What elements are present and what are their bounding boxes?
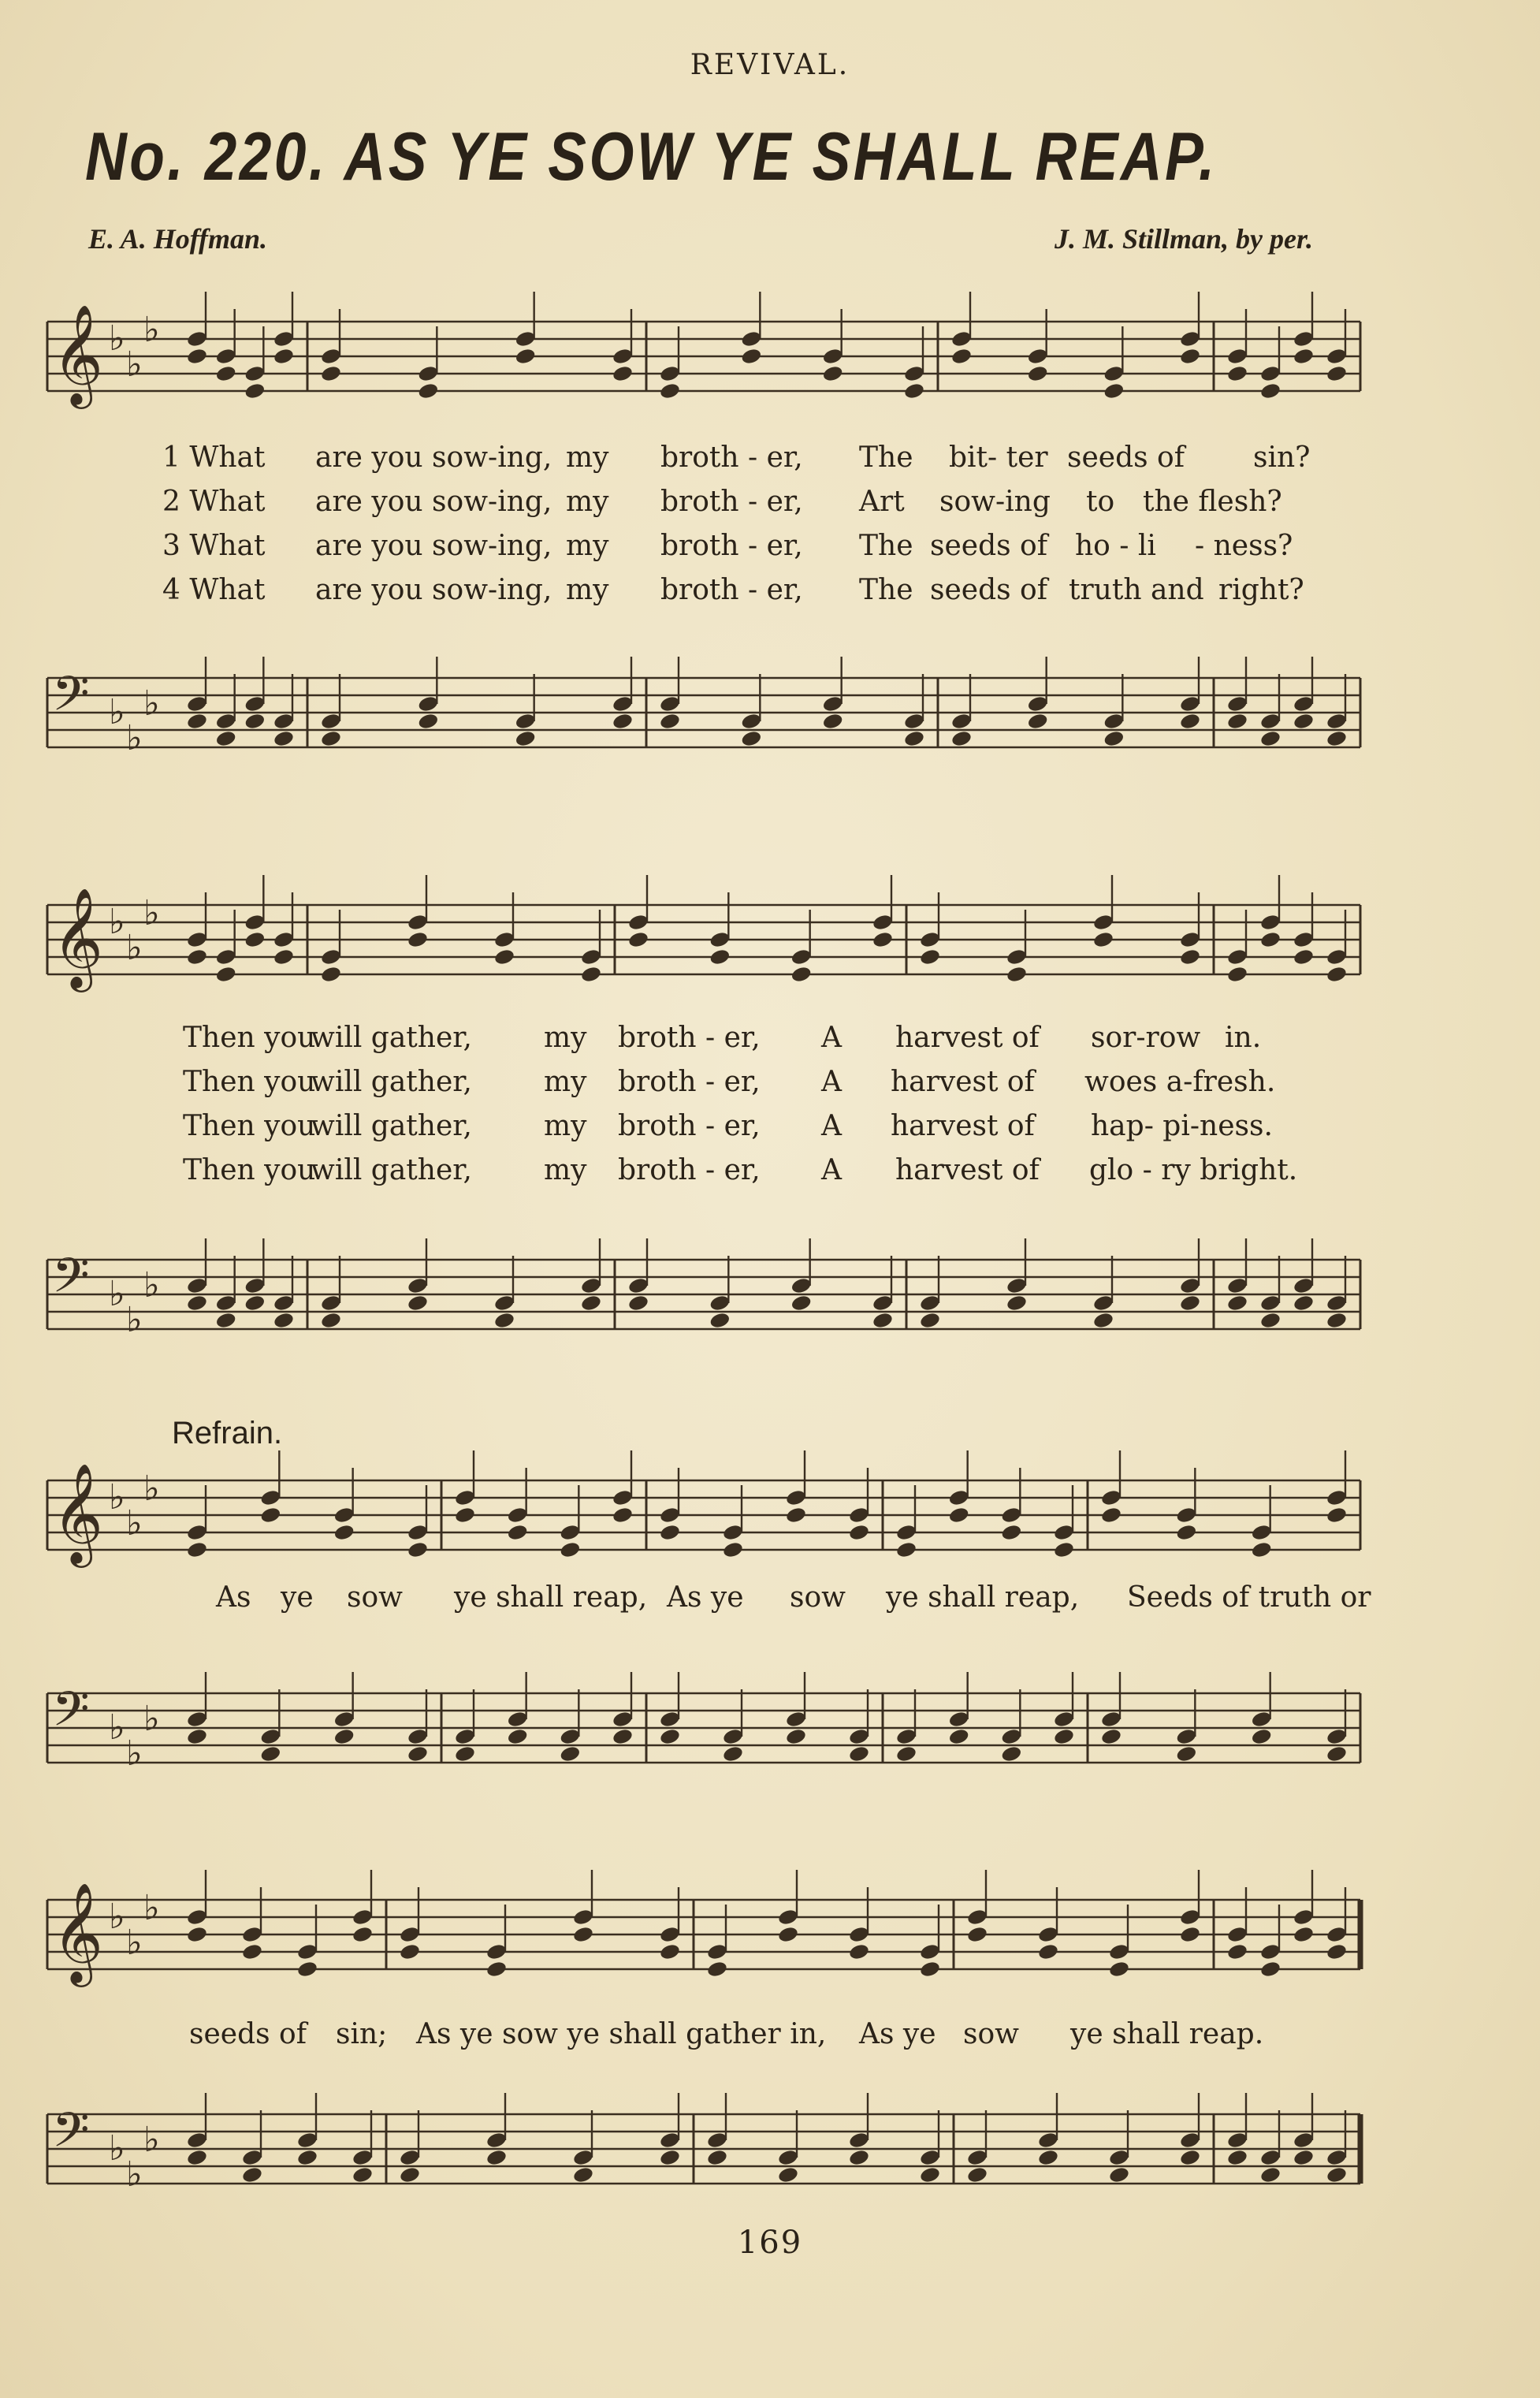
- notehead: [848, 2148, 870, 2166]
- flat-sign-icon: ♭: [126, 928, 143, 968]
- notehead: [659, 1942, 681, 1960]
- lyric-word: sow: [963, 2018, 1019, 2050]
- notehead: [507, 1523, 529, 1541]
- lyric-word: truth and: [1069, 574, 1204, 606]
- notehead: [1053, 1540, 1075, 1558]
- notehead: [244, 930, 266, 948]
- notehead: [948, 1727, 970, 1745]
- notehead: [186, 1925, 208, 1943]
- notehead: [1179, 1294, 1201, 1312]
- lyric-word: are you sow-ing,: [315, 574, 552, 606]
- notehead: [777, 2165, 799, 2184]
- lyric-word: broth - er,: [618, 1066, 761, 1098]
- notehead: [493, 948, 515, 966]
- lyric-word: Seeds of truth or: [1127, 1581, 1371, 1614]
- notehead: [1179, 712, 1201, 730]
- notehead: [790, 965, 813, 983]
- notehead: [966, 1925, 988, 1943]
- notehead: [1006, 1294, 1028, 1312]
- notehead: [1326, 729, 1348, 747]
- notehead: [1259, 729, 1281, 747]
- notehead: [1179, 948, 1201, 966]
- notehead: [454, 1745, 476, 1763]
- notehead: [407, 930, 429, 948]
- lyric-word: the flesh?: [1143, 486, 1282, 518]
- notehead: [572, 2165, 594, 2184]
- notehead: [215, 729, 237, 747]
- notehead: [1226, 712, 1248, 730]
- notehead: [399, 2165, 421, 2184]
- flat-sign-icon: ♭: [109, 1274, 125, 1314]
- notehead: [186, 1540, 208, 1558]
- notehead: [454, 1506, 476, 1524]
- notehead: [919, 1311, 941, 1329]
- notehead: [848, 1523, 870, 1541]
- treble-staff-system-4: [47, 1884, 1363, 1987]
- lyric-word: broth - er,: [618, 1110, 761, 1142]
- lyric-word: As ye: [859, 2018, 936, 2050]
- notehead: [1251, 1727, 1273, 1745]
- notehead: [1326, 1311, 1348, 1329]
- notehead: [1326, 364, 1348, 382]
- bass-staff-system-3: [47, 1677, 1363, 1780]
- notehead: [872, 930, 894, 948]
- notehead: [872, 1311, 894, 1329]
- notehead: [612, 712, 634, 730]
- lyric-word: sin?: [1253, 441, 1311, 474]
- notehead: [848, 1745, 870, 1763]
- notehead: [1293, 1294, 1315, 1312]
- notehead: [659, 382, 681, 400]
- notehead: [1293, 2148, 1315, 2166]
- notehead: [1006, 965, 1028, 983]
- lyric-word: Then you: [183, 1154, 316, 1186]
- lyric-word: 3 What: [162, 530, 266, 562]
- flat-sign-icon: ♭: [109, 2128, 125, 2169]
- treble-clef-icon: 𝄞: [52, 887, 104, 989]
- lyric-word: broth - er,: [618, 1154, 761, 1186]
- lyric-word: will gather,: [311, 1154, 472, 1186]
- notehead: [612, 1506, 634, 1524]
- lyric-word: bit- ter: [949, 441, 1048, 474]
- notehead: [627, 930, 649, 948]
- notehead: [244, 1294, 266, 1312]
- lyric-word: A: [821, 1022, 842, 1054]
- notehead: [1226, 965, 1248, 983]
- notehead: [333, 1727, 355, 1745]
- lyric-word: my: [544, 1066, 587, 1098]
- notehead: [186, 347, 208, 365]
- lyric-word: hap- pi-ness.: [1091, 1110, 1273, 1142]
- flat-sign-icon: ♭: [109, 902, 125, 942]
- notehead: [572, 1925, 594, 1943]
- notehead: [895, 1540, 917, 1558]
- notehead: [215, 364, 237, 382]
- notehead: [1226, 364, 1248, 382]
- notehead: [407, 1540, 429, 1558]
- notehead: [1179, 347, 1201, 365]
- notehead: [785, 1506, 807, 1524]
- lyric-word: seeds of: [930, 530, 1048, 562]
- notehead: [1326, 965, 1348, 983]
- notehead: [709, 948, 731, 966]
- notehead: [580, 1294, 602, 1312]
- lyric-word: are you sow-ing,: [315, 530, 552, 562]
- notehead: [559, 1540, 581, 1558]
- lyric-word: As ye sow ye shall gather in,: [416, 2018, 827, 2050]
- lyric-word: - ness?: [1195, 530, 1293, 562]
- notehead: [627, 1294, 649, 1312]
- notehead: [1326, 2165, 1348, 2184]
- notehead: [740, 729, 762, 747]
- flat-sign-icon: ♭: [143, 1699, 160, 1739]
- notehead: [259, 1745, 281, 1763]
- flat-sign-icon: ♭: [126, 1923, 143, 1963]
- notehead: [244, 712, 266, 730]
- notehead: [659, 1727, 681, 1745]
- notehead: [895, 1745, 917, 1763]
- notehead: [709, 1311, 731, 1329]
- lyric-word: The: [859, 574, 913, 606]
- flat-sign-icon: ♭: [126, 344, 143, 385]
- flat-sign-icon: ♭: [126, 1733, 143, 1774]
- notehead: [1251, 1540, 1273, 1558]
- lyric-word: broth - er,: [660, 486, 803, 518]
- lyric-word: As: [216, 1581, 251, 1614]
- notehead: [659, 1523, 681, 1541]
- lyric-word: Art: [859, 486, 905, 518]
- lyric-word: ye: [281, 1581, 314, 1614]
- notehead: [612, 1727, 634, 1745]
- notehead: [777, 1925, 799, 1943]
- notehead: [273, 347, 295, 365]
- lyric-word: are you sow-ing,: [315, 486, 552, 518]
- notehead: [722, 1540, 744, 1558]
- notehead: [822, 364, 844, 382]
- flat-sign-icon: ♭: [143, 893, 160, 933]
- notehead: [1226, 2148, 1248, 2166]
- notehead: [320, 364, 342, 382]
- notehead: [903, 382, 925, 400]
- lyric-word: my: [566, 486, 609, 518]
- notehead: [950, 347, 973, 365]
- notehead: [1000, 1745, 1022, 1763]
- notehead: [1053, 1727, 1075, 1745]
- notehead: [485, 1960, 508, 1978]
- treble-staff-system-1: [47, 303, 1363, 408]
- lyric-word: harvest of: [891, 1110, 1035, 1142]
- notehead: [559, 1745, 581, 1763]
- notehead: [215, 1311, 237, 1329]
- lyric-word: Then you: [183, 1066, 316, 1098]
- lyric-word: right?: [1218, 574, 1304, 606]
- lyric-word: will gather,: [311, 1066, 472, 1098]
- notehead: [273, 948, 295, 966]
- notehead: [1259, 382, 1281, 400]
- lyric-word: harvest of: [891, 1066, 1035, 1098]
- notehead: [1259, 1311, 1281, 1329]
- lyric-word: A: [821, 1066, 842, 1098]
- notehead: [1108, 2165, 1130, 2184]
- notehead: [1103, 729, 1125, 747]
- notehead: [407, 1745, 429, 1763]
- notehead: [333, 1523, 355, 1541]
- lyric-word: my: [566, 530, 609, 562]
- notehead: [1175, 1745, 1197, 1763]
- notehead: [1293, 712, 1315, 730]
- notehead: [722, 1745, 744, 1763]
- notehead: [950, 729, 973, 747]
- lyric-word: Then you: [183, 1110, 316, 1142]
- bass-clef-icon: 𝄢: [52, 1247, 90, 1316]
- notehead: [1293, 1925, 1315, 1943]
- notehead: [659, 712, 681, 730]
- notehead: [1326, 1745, 1348, 1763]
- lyric-word: to: [1086, 486, 1115, 518]
- notehead: [399, 1942, 421, 1960]
- flat-sign-icon: ♭: [143, 2120, 160, 2160]
- flat-sign-icon: ♭: [126, 2154, 143, 2195]
- lyric-word: sow-ing: [939, 486, 1051, 518]
- bass-clef-icon: 𝄢: [52, 1681, 90, 1749]
- lyric-word: The: [859, 530, 913, 562]
- notehead: [919, 1960, 941, 1978]
- notehead: [659, 2148, 681, 2166]
- flat-sign-icon: ♭: [126, 1300, 143, 1340]
- lyric-word: sow: [790, 1581, 846, 1614]
- notehead: [320, 729, 342, 747]
- treble-clef-icon: 𝄞: [52, 303, 104, 405]
- notehead: [919, 948, 941, 966]
- composer-credit: J. M. Stillman, by per.: [1054, 223, 1313, 255]
- treble-clef-icon: 𝄞: [52, 1882, 104, 1983]
- notehead: [612, 364, 634, 382]
- notehead: [296, 2148, 318, 2166]
- notehead: [407, 1294, 429, 1312]
- notehead: [740, 347, 762, 365]
- lyric-word: ye shall reap,: [886, 1581, 1080, 1614]
- bass-staff-system-1: [47, 662, 1363, 765]
- notehead: [1226, 1942, 1248, 1960]
- notehead: [706, 1960, 728, 1978]
- lyric-word: will gather,: [311, 1110, 472, 1142]
- lyric-word: ye shall reap,: [454, 1581, 648, 1614]
- notehead: [507, 1727, 529, 1745]
- notehead: [417, 382, 439, 400]
- notehead: [1175, 1523, 1197, 1541]
- notehead: [966, 2165, 988, 2184]
- notehead: [259, 1506, 281, 1524]
- refrain-label: Refrain.: [172, 1416, 283, 1450]
- lyric-word: glo - ry bright.: [1089, 1154, 1298, 1186]
- lyric-word: 1 What: [162, 441, 266, 474]
- flat-sign-icon: ♭: [109, 318, 125, 359]
- notehead: [186, 1727, 208, 1745]
- notehead: [186, 712, 208, 730]
- lyric-word: 2 What: [162, 486, 266, 518]
- notehead: [515, 347, 537, 365]
- notehead: [1293, 347, 1315, 365]
- bass-staff-system-2: [47, 1244, 1363, 1346]
- lyric-word: Then you: [183, 1022, 316, 1054]
- lyric-word: ho - li: [1075, 530, 1156, 562]
- lyric-word: broth - er,: [660, 530, 803, 562]
- lyric-word: ye shall reap.: [1070, 2018, 1264, 2050]
- notehead: [241, 1942, 263, 1960]
- lyric-word: seeds of: [930, 574, 1048, 606]
- notehead: [1100, 1506, 1122, 1524]
- lyric-word: As ye: [667, 1581, 744, 1614]
- notehead: [785, 1727, 807, 1745]
- flat-sign-icon: ♭: [143, 683, 160, 724]
- notehead: [1259, 930, 1281, 948]
- notehead: [1027, 712, 1049, 730]
- notehead: [244, 382, 266, 400]
- notehead: [1226, 1294, 1248, 1312]
- lyric-word: seeds of: [189, 2018, 307, 2050]
- notehead: [1092, 930, 1114, 948]
- notehead: [580, 965, 602, 983]
- lyric-word: A: [821, 1110, 842, 1142]
- notehead: [1326, 1506, 1348, 1524]
- flat-sign-icon: ♭: [109, 692, 125, 732]
- notehead: [186, 1294, 208, 1312]
- notehead: [1103, 382, 1125, 400]
- notehead: [241, 2165, 263, 2184]
- notehead: [1092, 1311, 1114, 1329]
- treble-staff-system-3: [47, 1462, 1363, 1567]
- lyric-word: my: [544, 1110, 587, 1142]
- lyricist-credit: E. A. Hoffman.: [88, 223, 268, 255]
- notehead: [417, 712, 439, 730]
- lyric-word: A: [821, 1154, 842, 1186]
- notehead: [822, 712, 844, 730]
- notehead: [1108, 1960, 1130, 1978]
- flat-sign-icon: ♭: [143, 1888, 160, 1928]
- lyric-word: my: [566, 574, 609, 606]
- notehead: [903, 729, 925, 747]
- hymn-title: No. 220. AS YE SOW YE SHALL REAP.: [85, 119, 1218, 195]
- lyric-word: seeds of: [1067, 441, 1185, 474]
- notehead: [1000, 1523, 1022, 1541]
- notehead: [273, 1311, 295, 1329]
- notehead: [352, 1925, 374, 1943]
- notehead: [215, 965, 237, 983]
- lyric-word: woes a-fresh.: [1084, 1066, 1276, 1098]
- notehead: [186, 2148, 208, 2166]
- notehead: [273, 729, 295, 747]
- lyric-word: broth - er,: [660, 574, 803, 606]
- notehead: [1179, 1925, 1201, 1943]
- lyric-word: sow: [347, 1581, 403, 1614]
- notehead: [1027, 364, 1049, 382]
- lyric-word: my: [544, 1154, 587, 1186]
- notehead: [296, 1960, 318, 1978]
- flat-sign-icon: ♭: [143, 310, 160, 350]
- flat-sign-icon: ♭: [126, 1503, 143, 1543]
- lyric-word: my: [544, 1022, 587, 1054]
- notehead: [320, 965, 342, 983]
- bass-clef-icon: 𝄢: [52, 665, 90, 734]
- lyric-word: harvest of: [895, 1022, 1040, 1054]
- notehead: [706, 2148, 728, 2166]
- notehead: [1259, 1960, 1281, 1978]
- notehead: [1326, 1942, 1348, 1960]
- lyric-word: 4 What: [162, 574, 266, 606]
- notehead: [186, 948, 208, 966]
- lyric-word: are you sow-ing,: [315, 441, 552, 474]
- lyric-word: will gather,: [311, 1022, 472, 1054]
- flat-sign-icon: ♭: [143, 1469, 160, 1509]
- lyric-word: in.: [1225, 1022, 1262, 1054]
- notehead: [948, 1506, 970, 1524]
- flat-sign-icon: ♭: [109, 1477, 125, 1517]
- flat-sign-icon: ♭: [109, 1897, 125, 1937]
- lyric-word: my: [566, 441, 609, 474]
- treble-clef-icon: 𝄞: [52, 1462, 104, 1564]
- notehead: [493, 1311, 515, 1329]
- notehead: [919, 2165, 941, 2184]
- notehead: [1293, 948, 1315, 966]
- notehead: [1179, 2148, 1201, 2166]
- lyric-word: broth - er,: [660, 441, 803, 474]
- notehead: [1100, 1727, 1122, 1745]
- lyric-word: broth - er,: [618, 1022, 761, 1054]
- notehead: [485, 2148, 508, 2166]
- notehead: [515, 729, 537, 747]
- notehead: [352, 2165, 374, 2184]
- notehead: [848, 1942, 870, 1960]
- page-number: 169: [737, 2225, 803, 2261]
- notehead: [1037, 2148, 1059, 2166]
- notehead: [790, 1294, 813, 1312]
- notehead: [320, 1311, 342, 1329]
- flat-sign-icon: ♭: [126, 718, 143, 758]
- lyric-word: harvest of: [895, 1154, 1040, 1186]
- lyric-word: sin;: [336, 2018, 388, 2050]
- lyric-word: The: [859, 441, 913, 474]
- flat-sign-icon: ♭: [109, 1707, 125, 1748]
- bass-staff-system-4: [47, 2098, 1363, 2201]
- flat-sign-icon: ♭: [143, 1265, 160, 1305]
- treble-staff-system-2: [47, 889, 1363, 992]
- bass-clef-icon: 𝄢: [52, 2102, 90, 2170]
- notehead: [1259, 2165, 1281, 2184]
- section-heading: REVIVAL.: [690, 49, 850, 81]
- lyric-word: sor-row: [1091, 1022, 1201, 1054]
- notehead: [1037, 1942, 1059, 1960]
